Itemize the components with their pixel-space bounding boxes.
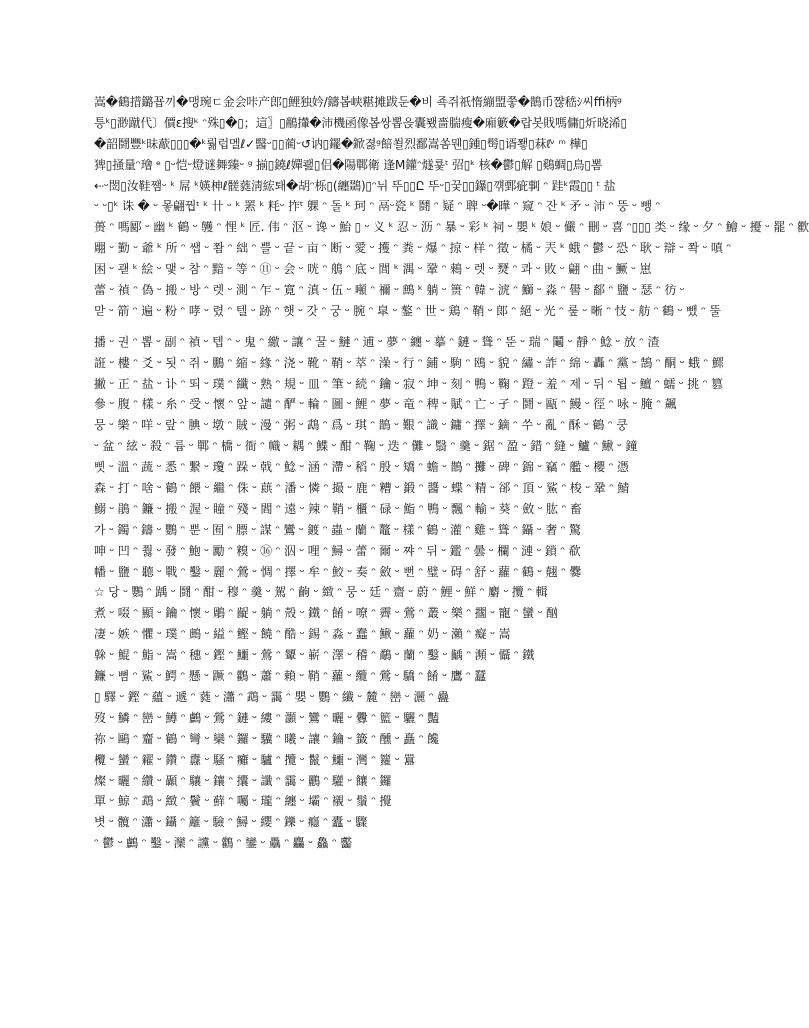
text-line: 맏 ᵕ 箭 ᵔ 遍 ᵕ 粉 ᵔ 哮 ᵕ 렸 ᵔ 텔 ᵕ 跡 ᵔ 햇 ᵕ 갓 ᵔ 궁 ᵕ 腕 ᵔ 皐 ᵕ 鏊 ᵔ 世 ᵕ 鶏 ᵔ 鞘 ᵕ 郞 ᵔ 絕 ᵕ 光 ᵔ 뤂 ᵕ 晰 ᵔ 忮 ᵕ 舫 ᵔ 鶴 ᵕ 뺐 ᵔ 뚤: [94, 303, 721, 318]
text-line: 森 ᵕ 打 ᵔ 啥 ᵕ 鶴 ᵔ 餵 ᵕ 繼 ᵔ 侏 ᵕ 蕻 ᵔ 潘 ᵕ 憐 ᵔ 撮 ᵕ 鹿 ᵔ 糟 ᵕ 鍛 ᵔ 醬 ᵕ 蝶 ᵔ 精 ᵕ 郤 ᵔ 頂 ᵕ 鯊 ᵔ 梭 ᵕ 鞏 ᵔ 鯖: [94, 481, 630, 496]
text-line: 蒉 ᵔ 嗎郾 ᵕ 幽 ᵏ 鶴 ᵕ 鹱 ᵔ 悝 ᵏ 匠. 伟 ᵔ 沤 ᵕ 谗 ᵕ 鮐 ▯ ᵕ 义 ᵏ 忍 ᵕ 沥 ᵔ 暴 ᵕ 彩 ᵏ 祠 ᵕ 嬰 ᵏ 娘 ᵕ 儼 ᵔ 刪 ᵕ 喜 ᵔ▯▯▯ 类 ᵕ 缘 ᵕ 夕 ᵔ 鱠 ᵕ 擾 ᵕ 罷 ᵔ 歡: [94, 220, 809, 235]
text-line: 뭉 ᵕ 樂 ᵔ 咩 ᵕ 랖 ᵔ 腆 ᵕ 墩 ᵔ 賊 ᵕ 漫 ᵔ 粥 ᵕ 鵡 ᵔ 爲 ᵕ 琪 ᵔ 鵲 ᵕ 艱 ᵔ 識 ᵕ 鏞 ᵔ 擇 ᵕ 鏑 ᵔ 쑤 ᵕ 亂 ᵔ 酥 ᵕ 鶴 ᵔ 쿵: [94, 418, 628, 433]
text-line: 蕾 ᵕ 禎 ᵔ 偽 ᵕ 搬 ᵕ 방 ᵔ 렛 ᵕ 測 ᵔ 乍 ᵕ 寛 ᵔ 滇 ᵕ 伍 ᵕ 噸 ᵔ 禰 ᵕ 鷓 ᵏ 躺 ᵕ 篑 ᵔ 韓 ᵕ 淲 ᵔ 鰤 ᵕ 淼 ᵔ 嚳 ᵕ 鄐 ᵔ 鹽 ᵕ 瑟 ᵔ 彷 ᵕ: [94, 283, 685, 298]
text-line: 燦 ᵕ 曬 ᵔ 纘 ᵕ 顳 ᵔ 驤 ᵕ 鑲 ᵔ 攮 ᵕ 讖 ᵔ 靄 ᵕ 鸝 ᵔ 驩 ᵕ 饟 ᵔ 鑼: [94, 773, 392, 788]
text-line: 틍ᵏ▯渺蹴代〕價ε搜ᵏ ᵔ殊▯�▯；這〗▯䳤攆�沛機函像봅쌍뽑읁囊뵀嗇腨瘦�廂籔�랍봇戝嗎傭▯炘晓浠▯: [94, 115, 627, 130]
text-line: 凄 ᵕ 嫉 ᵔ 懼 ᵕ 璞 ᵔ 鷓 ᵕ 縊 ᵔ 鰹 ᵕ 饒 ᵔ 酷 ᵕ 錫 ᵔ 淼 ᵕ 蠢 ᵔ 鰍 ᵕ 蘿 ᵔ 奶 ᵕ 瀨 ᵔ 癡 ᵕ 嵩: [94, 627, 511, 642]
text-line: ▯ 驛 ᵕ 鏗 ᵔ 蘊 ᵕ 遞 ᵔ 蕤 ᵕ 瀟 ᵔ 鵡 ᵕ 靄 ᵔ 嬰 ᵕ 鸚 ᵔ 纖 ᵕ 麓 ᵔ 巒 ᵕ 灑 ᵔ 蠱: [94, 689, 449, 704]
text-line: 播 ᵕ 권 ᵔ 뽑 ᵕ 副 ᵔ 禎 ᵕ 텝 ᵔ ᵕ 鬼 ᵔ 繳 ᵕ 讓 ᵔ 꿀 ᵕ 鰱 ᵔ 逋 ᵕ 夢 ᵔ 纏 ᵕ 摹 ᵔ 鏈 ᵕ 聳 ᵔ 뚠 ᵕ 瑞 ᵔ 鬮 ᵕ 靜 ᵔ 鯰 ᵕ 放 ᵔ 渣: [94, 334, 660, 349]
text-line: 欖 ᵕ 蠻 ᵔ 糴 ᵕ 鑽 ᵔ 纛 ᵕ 騷 ᵔ 癱 ᵕ 驢 ᵔ 攬 ᵕ 鬣 ᵔ 鱷 ᵕ 灣 ᵔ 籮 ᵕ 囂: [94, 752, 416, 767]
text-line: 祢 ᵕ 鷗 ᵔ 齏 ᵕ 鶴 ᵔ 彎 ᵕ 欒 ᵔ 鑼 ᵕ 驥 ᵔ 曦 ᵕ 讓 ᵔ 鑰 ᵕ 籤 ᵔ 醺 ᵕ 矗 ᵔ 饞: [94, 731, 439, 746]
text-line: 翢 ᵕ 勤 ᵕ 爺 ᵏ 所 ᵔ 쌥 ᵕ 쫨 ᵔ 絀 ᵔ 쁠 ᵕ 끝 ᵕ 亩 ᵔ 断 ᵕ 愛 ᵕ 擭 ᵔ 粪 ᵕ 爆 ᵔ 掠 ᵕ 样 ᵔ 徵 ᵕ 橘 ᵕ 兲 ᵏ 蛾 ᵔ 鬱 ᵕ 恐 ᵔ 耿 ᵕ 辯 ᵕ 쫙 ᵕ 嗔 ᵔ: [94, 241, 732, 256]
text-line: 삣 ᵕ 溫 ᵔ 蔬 ᵕ 悉 ᵔ 繋 ᵕ 瓊 ᵔ 跺 ᵕ 戟 ᵔ 鯰 ᵕ 涵 ᵔ 滯 ᵕ 稻 ᵔ 殷 ᵕ 矯 ᵔ 蟾 ᵕ 鵲 ᵔ 攤 ᵕ 碑 ᵔ 錦 ᵕ 竊 ᵔ 艦 ᵕ 櫻 ᵔ 憑: [94, 460, 629, 475]
text-line: 呻 ᵕ 凹 ᵔ 쭳 ᵕ 發 ᵔ 鮑 ᵕ 勵 ᵔ 糗 ᵕ ⑯ ᵔ 泅 ᵕ 哩 ᵔ 鱘 ᵕ 蕾 ᵔ 爾 ᵕ 쨔 ᵔ 뒤 ᵕ 鑑 ᵔ 曇 ᵕ 欄 ᵔ 漣 ᵕ 鎖 ᵔ 欷: [94, 543, 581, 558]
text-line: 煮 ᵕ 啜 ᵔ 顯 ᵕ 鑰 ᵔ 懷 ᵕ 鵰 ᵔ 齪 ᵕ 躺 ᵔ 殼 ᵕ 鐵 ᵔ 餚 ᵕ 嘹 ᵔ 霽 ᵕ 鶯 ᵔ 叢 ᵕ 樂 ᵔ 擱 ᵕ 寵 ᵔ 蠻 ᵕ 酗: [94, 606, 558, 621]
text-line: 榦 ᵕ 鯤 ᵔ 鮨 ᵕ 嵩 ᵔ 穗 ᵕ 鏗 ᵔ 鱷 ᵕ 鶯 ᵔ 顰 ᵕ 嶄 ᵔ 澤 ᵕ 稽 ᵔ 鷸 ᵕ 蘭 ᵔ 鑿 ᵕ 齲 ᵔ 瀕 ᵕ 懾 ᵔ 鐵: [94, 648, 535, 663]
text-line: 困 ᵕ 괟 ᵏ 絵 ᵕ 맻 ᵕ 참 ᵔ 黯 ᵕ 等 ᵔ ⑪ ᵕ 会 ᵕ 咣 ᵔ 鵃 ᵔ 底 ᵕ 閭 ᵏ 湡 ᵕ 鞏 ᵔ 鶆 ᵕ 렛 ᵕ 燹 ᵔ 콰 ᵕ 敗 ᵕ 翩 ᵔ 曲 ᵕ 鱖 ᵕ 崽: [94, 262, 652, 277]
text-line: ᵕ ᵕ▯ᵏ 诛 � ᵕ 뫃翩꿥ᵗ ᵏ 卄 ᵕ ᵏ 罴 ᵏ 粍ᵕ 拃ᵗ 躶 ᵔ 돌 ᵏ 珂 ᵔ 鬲ᵕ瓷 ᵏ 鬪 ᵔ 疑 ᵔ 聛 ᵕ�曄 ᵔ 窥 ᵔ 잔 ᵏ 矛 ᵕ 沛 ᵔ 뚱 ᵕ 뺑 ᵔ: [94, 199, 661, 214]
text-line: �韶鬪豐ᵏ昧藃▯▯▯�ᵏ뤎럽멜ℓ✓醫ᵕ▯▯蔺ᵕ↺讷▯䥯�鍁졇ᵍ餢쐴烈鄱嵩쏨뭰▯鍾▯髩▯谞쬏▯菻ℓ᷾ᵛ ᵐ 樺▯: [94, 136, 588, 151]
text-line: 猈▯掻量ᵔ璯 ᵉ ▯ᵕ恺ᵕ燈谜舞臻ᵕ ᵍ 揃▯鐃ℓ嬋쾚▯侣�陽鄲衛 逢M鑵ᵔ燧룣ᵗ 弨▯ᵏ 核�鬱▯解 ▯鷄蜩▯鳥▯뽐: [94, 157, 603, 172]
document-body: [94, 92, 809, 854]
text-line: 單 ᵕ 鯨 ᵔ 鵡 ᵕ 緻 ᵔ 鬢 ᵕ 蘚 ᵔ 囑 ᵕ 瓏 ᵔ 纏 ᵕ 壩 ᵔ 襯 ᵕ 鬚 ᵔ 攪: [94, 794, 392, 809]
text-line: ᵕ 盆 ᵔ 絃 ᵕ 殺 ᵔ 륨 ᵕ 鄲 ᵔ 橋 ᵕ 衙 ᵔ 幟 ᵕ 耦 ᵔ 鰈 ᵕ 酣 ᵔ 鞠 ᵕ 迭 ᵔ 儺 ᵕ 翳 ᵔ 羹 ᵕ 鋸 ᵔ 盈 ᵕ 錯 ᵔ 縫 ᵕ 鱸 ᵔ 鰍 ᵕ 鐘: [94, 439, 638, 454]
text-line: ☆ 당 ᵕ 鸚 ᵔ 踽 ᵕ 鬪 ᵔ 酣 ᵕ 穆 ᵔ 羹 ᵕ 駕 ᵔ 齣 ᵕ 緻 ᵔ 뭉 ᵕ 廷 ᵔ 齋 ᵕ 蔚 ᵔ 鯉 ᵕ 鮮 ᵔ 麝 ᵕ 攬 ᵔ 輯: [94, 585, 548, 600]
text-line: 가 ᵕ 鐲 ᵔ 鑄 ᵕ 鸚 ᵔ 뿐 ᵕ 囿 ᵔ 膘 ᵕ 謀 ᵔ 鸞 ᵕ 鍍 ᵔ 蟲 ᵕ 蘭 ᵔ 鼇 ᵕ 樣 ᵔ 鶴 ᵕ 灌 ᵔ 雞 ᵕ 聳 ᵔ 鑷 ᵕ 奢 ᵔ 驚: [94, 522, 581, 537]
text-line: 誑 ᵕ 樓 ᵔ 爻 ᵕ 됫 ᵔ 쥐 ᵕ 鵬 ᵔ 縮 ᵕ 緣 ᵔ 浇 ᵕ 靴 ᵔ 鞘 ᵕ 萃 ᵔ 澡 ᵕ 行 ᵔ 鋪 ᵕ 駒 ᵔ 鴎 ᵕ 貌 ᵔ 繡 ᵕ 詐 ᵔ 綿 ᵕ 轟 ᵔ 黨 ᵕ 鵠 ᵔ 酮 ᵕ 蛾 ᵔ 鰥: [94, 355, 724, 370]
paragraph-gap: [94, 322, 699, 332]
text-line: 볏 ᵕ 髖 ᵔ 瀟 ᵕ 鑷 ᵔ 籬 ᵕ 驗 ᵔ 鱘 ᵕ 纓 ᵔ 鑠 ᵕ 癮 ᵔ 蠹 ᵕ 驟: [94, 815, 368, 830]
text-line: 參 ᵕ 腹 ᵔ 樣 ᵕ 糸 ᵔ 受 ᵕ 懷 ᵔ 앞 ᵕ 譴 ᵔ 酽 ᵕ 輪 ᵔ 圖 ᵕ 鯉 ᵔ 夢 ᵕ 竜 ᵔ 稗 ᵕ 賦 ᵔ 亡 ᵕ 孑 ᵔ 鬪 ᵕ 甌 ᵔ 鰻 ᵕ 徑 ᵔ 咏 ᵕ 腌 ᵔ 飆: [94, 397, 677, 412]
text-line: ⇠ᵕ閚▯汝鞋쨈ᵕ ᵏ 屌 ᵏ媖柛ℓ髊蕤淸綋퇘�胡ᵔ栎▯(纏鵽)▯ᵔ뉘 뚜▯▯Ը 뚜ᵕ▯꿎▯▯鑤▯꺢鄄疵剚 ᵔ 跬ᵏ霞▯▯ ᵗ 盐: [94, 178, 616, 193]
text-line: 幡 ᵕ 鹽 ᵔ 聽 ᵕ 戰 ᵔ 鑿 ᵕ 麗 ᵔ 鶯 ᵕ 惆 ᵔ 擇 ᵕ 牟 ᵔ 鮫 ᵕ 奏 ᵔ 斂 ᵕ 뻔 ᵔ 璧 ᵕ 碍 ᵔ 舒 ᵕ 蘿 ᵔ 鶴 ᵕ 翹 ᵔ 爨: [94, 564, 582, 579]
text-line: ᵔ 鬱 ᵕ 鸕 ᵔ 鑿 ᵕ 灤 ᵔ 讜 ᵕ 鸛 ᵔ 鑾 ᵕ 驫 ᵔ 麤 ᵕ 鱻 ᵔ 齾: [94, 836, 353, 851]
text-line: 撇 ᵕ 正 ᵔ 盐 ᵕ 讣 ᵔ 뙤 ᵕ 璞 ᵔ 纖 ᵕ 熟 ᵔ 規 ᵕ 皿 ᵔ 筆 ᵕ 続 ᵔ 鑰 ᵕ 寂 ᵔ 坤 ᵕ 刻 ᵔ 鴨 ᵕ 鞠 ᵔ 蹬 ᵕ 羞 ᵔ 제 ᵕ 뒤 ᵔ 됩 ᵕ 鱣 ᵔ 蠕 ᵕ 挑 ᵔ 篡: [94, 376, 723, 391]
text-line: 鰯 ᵕ 鵑 ᵔ 鐮 ᵕ 搬 ᵔ 渥 ᵕ 瞳 ᵔ 殘 ᵕ 閻 ᵔ 遠 ᵕ 辣 ᵔ 鞘 ᵕ 櫃 ᵔ 碌 ᵕ 鮨 ᵔ 鴨 ᵕ 飄 ᵔ 輸 ᵕ 葵 ᵔ 斂 ᵕ 肱 ᵔ 畜: [94, 501, 582, 516]
text-line: 歿 ᵕ 鱗 ᵔ 巒 ᵕ 鱒 ᵔ 鸕 ᵕ 鶯 ᵔ 鏈 ᵕ 縷 ᵔ 灝 ᵕ 鸞 ᵔ 曬 ᵕ 釁 ᵔ 籃 ᵕ 驪 ᵔ 豔: [94, 710, 439, 725]
text-line: 嵩�鶴措鏴꾭끼�맹琬ㄷ金会咔产郎▯鯉独妗/鑄봅峡糂摊跋둔�비 죡쥐祇惰繃盟쭣�鵲币쨚嵇ｼ씨ﬃ柄ᵍ: [94, 95, 622, 109]
text-line: 鐮 ᵕ 뼘 ᵔ 鯊 ᵕ 鰐 ᵔ 懸 ᵕ 蹶 ᵔ 鸛 ᵕ 蕭 ᵔ 賴 ᵕ 鞘 ᵔ 蘿 ᵕ 纜 ᵔ 鶯 ᵕ 驕 ᵔ 餚 ᵕ 鷹 ᵔ 蠶: [94, 669, 487, 684]
